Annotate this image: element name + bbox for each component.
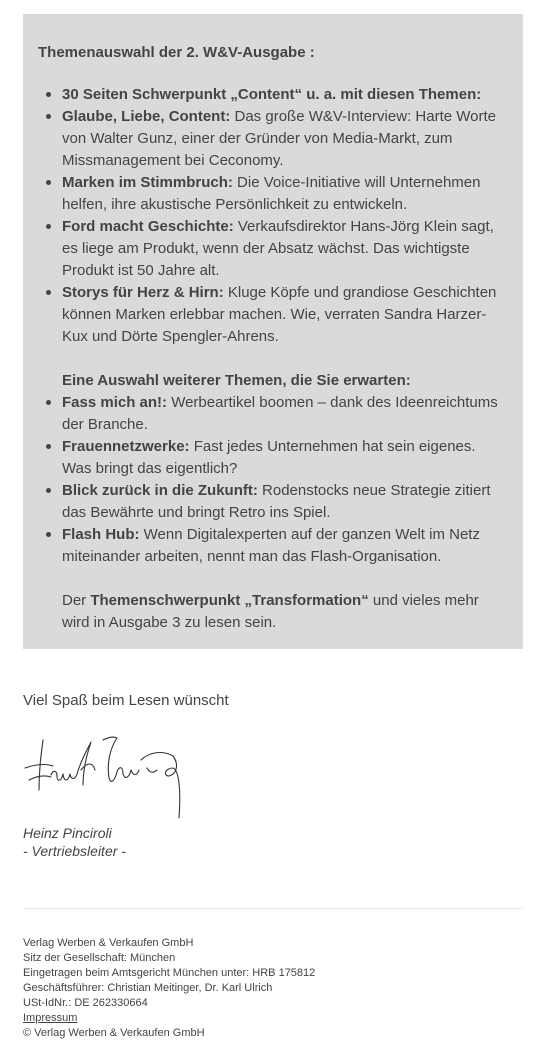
list-item: Marken im Stimmbruch: Die Voice-Initiative will Unternehmen helfen, ihre akustische Persönlichkeit zu entwickeln. xyxy=(62,172,507,216)
footer-line: Sitz der Gesellschaft: München xyxy=(23,952,176,964)
list-item: Storys für Herz & Hirn: Kluge Köpfe und grandiose Geschichten können Marken erlebbar machen. Wie, verraten Sandra Harzer-Kux und Dörte Spengler-Ahrens. xyxy=(62,282,507,348)
further-themes-heading: Eine Auswahl weiterer Themen, die Sie erwarten: xyxy=(62,372,411,389)
footer-line: Verlag Werben & Verkaufen GmbH xyxy=(23,937,194,949)
list-item: Frauennetzwerke: Fast jedes Unternehmen hat sein eigenes. Was bringt das eigentlich? xyxy=(62,436,507,480)
themes-box xyxy=(23,14,523,649)
further-themes-list xyxy=(38,392,507,568)
greeting: Viel Spaß beim Lesen wünscht xyxy=(23,692,229,709)
impressum-link[interactable]: Impressum xyxy=(23,1012,78,1024)
list-item: Blick zurück in die Zukunft: Rodenstocks neue Strategie zitiert das Bewährte und bringt Retro ins Spiel. xyxy=(62,480,507,524)
box-title: Themenauswahl der 2. W&V-Ausgabe : xyxy=(38,44,315,61)
footer-line: Geschäftsführer: Christian Meitinger, Dr. Karl Ulrich xyxy=(23,982,273,994)
footer-line: USt-IdNr.: DE 262330664 xyxy=(23,997,148,1009)
footer-copyright: © Verlag Werben & Verkaufen GmbH xyxy=(23,1027,205,1039)
signature-image xyxy=(23,730,188,822)
list-item: Glaube, Liebe, Content: Das große W&V-Interview: Harte Worte von Walter Gunz, einer der Gründer von Media-Markt, zum Missmanagement bei Ceconomy. xyxy=(62,106,507,172)
list-item: Fass mich an!: Werbeartikel boomen – dank des Ideenreichtums der Branche. xyxy=(62,392,507,436)
list-item: 30 Seiten Schwerpunkt „Content“ u. a. mit diesen Themen: xyxy=(62,84,507,106)
themes-list xyxy=(38,84,507,348)
footer-divider xyxy=(23,908,523,909)
list-item: Ford macht Geschichte: Verkaufsdirektor Hans-Jörg Klein sagt, es liege am Produkt, wenn der Absatz wächst. Das wichtigste Produkt ist 50 Jahre alt. xyxy=(62,216,507,282)
signer-role: - Vertriebsleiter - xyxy=(23,843,126,859)
closing-paragraph: Der Themenschwerpunkt „Transformation“ und vieles mehr wird in Ausgabe 3 zu lesen sein. xyxy=(62,592,479,631)
signer-name: Heinz Pinciroli xyxy=(23,825,112,841)
footer-line: Eingetragen beim Amtsgericht München unter: HRB 175812 xyxy=(23,967,316,979)
list-item: Flash Hub: Wenn Digitalexperten auf der ganzen Welt im Netz miteinander arbeiten, nennt man das Flash-Organisation. xyxy=(62,524,507,568)
signer-block xyxy=(23,824,126,860)
footer xyxy=(23,936,315,1041)
